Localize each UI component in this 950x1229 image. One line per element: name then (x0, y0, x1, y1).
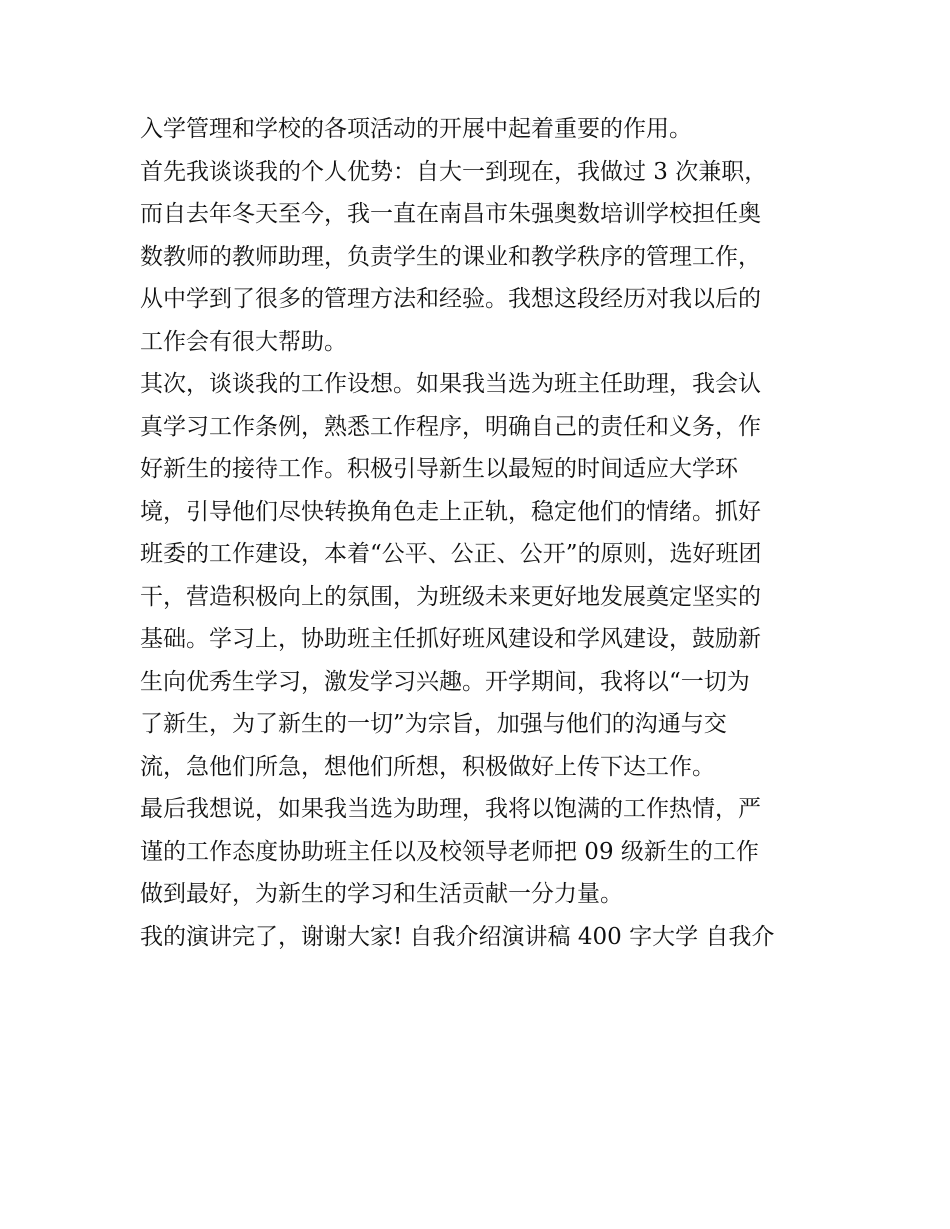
text-line: 基础。学习上，协助班主任抓好班风建设和学风建设，鼓励新 (140, 626, 761, 652)
text-line: 谨的工作态度协助班主任以及校领导老师把 09 级新生的工作 (140, 838, 759, 865)
text-line: 工作会有很大帮助。 (140, 328, 347, 355)
text-line: 首先我谈谈我的个人优势：自大一到现在，我做过 3 次兼职， (140, 158, 768, 185)
text-line: 数教师的教师助理，负责学生的课业和教学秩序的管理工作， (140, 243, 761, 270)
text-line: 我的演讲完了，谢谢大家! 自我介绍演讲稿 400 字大学 自我介 (140, 923, 775, 950)
text-line: 而自去年冬天至今，我一直在南昌市朱强奥数培训学校担任奥 (140, 201, 761, 227)
text-line: 境，引导他们尽快转换角色走上正轨，稳定他们的情绪。抓好 (140, 498, 761, 525)
text-line: 干，营造积极向上的氛围，为班级未来更好地发展奠定坚实的 (140, 583, 761, 610)
text-line: 好新生的接待工作。积极引导新生以最短的时间适应大学环 (140, 456, 738, 482)
document-body (140, 108, 820, 958)
text-line: 生向优秀生学习，激发学习兴趣。开学期间，我将以“一切为 (140, 668, 750, 695)
text-line: 流，急他们所急，想他们所想，积极做好上传下达工作。 (140, 753, 715, 780)
text-line: 最后我想说，如果我当选为助理，我将以饱满的工作热情，严 (140, 796, 761, 822)
text-line: 班委的工作建设，本着“公平、公正、公开”的原则，选好班团 (140, 541, 762, 567)
text-line: 做到最好，为新生的学习和生活贡献一分力量。 (140, 881, 623, 907)
text-line: 了新生，为了新生的一切”为宗旨，加强与他们的沟通与交 (140, 711, 727, 737)
text-line: 入学管理和学校的各项活动的开展中起着重要的作用。 (140, 116, 692, 142)
text-line: 真学习工作条例，熟悉工作程序，明确自己的责任和义务，作 (140, 413, 761, 440)
text-line: 从中学到了很多的管理方法和经验。我想这段经历对我以后的 (140, 286, 761, 312)
text-line: 其次，谈谈我的工作设想。如果我当选为班主任助理，我会认 (140, 371, 761, 397)
